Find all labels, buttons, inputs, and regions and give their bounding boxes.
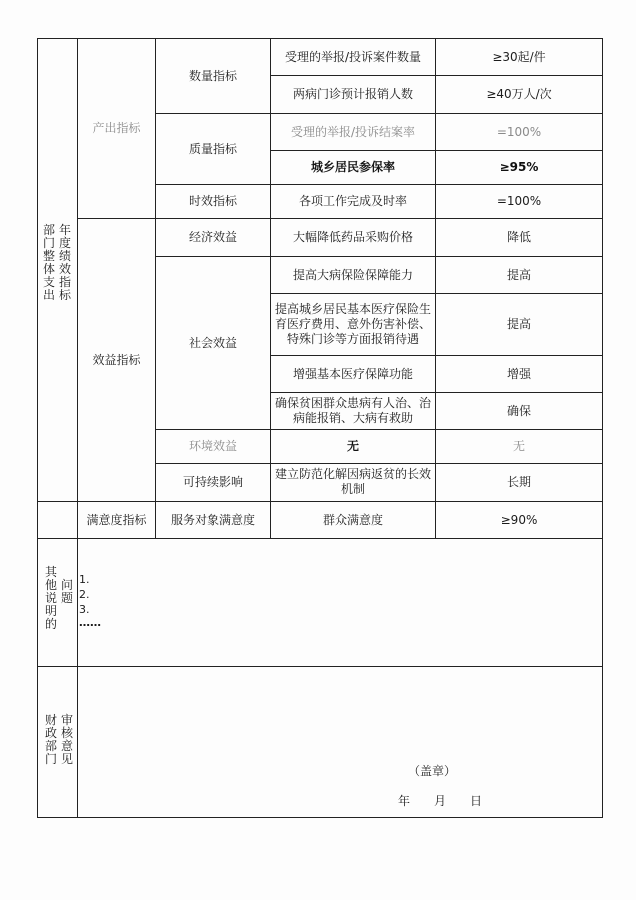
value-cell: ≥90% [500, 512, 538, 527]
list-item: …… [79, 616, 101, 629]
value-cell: 提高 [506, 267, 531, 282]
indicator-cell: 受理的举报/投诉案件数量 [284, 49, 422, 64]
value-cell: =100% [496, 194, 542, 208]
subgroup-quality: 质量指标 [188, 141, 237, 156]
section-label-annual-indicators: 年度绩效指标 [58, 223, 71, 302]
finance-review-label: 财政部门 [44, 713, 57, 766]
other-notes-label: 其他说明的 [44, 565, 57, 631]
value-cell: =100% [496, 124, 542, 139]
list-item: 1. [79, 573, 90, 586]
indicator-cell: 建立防范化解因病返贫的长效机制 [275, 467, 432, 496]
list-item: 2. [79, 588, 90, 601]
row-line [37, 538, 602, 539]
other-notes-label-issue: 问题 [60, 578, 73, 605]
indicator-cell: 增强基本医疗保障功能 [292, 366, 413, 381]
indicator-cell: 大幅降低药品采购价格 [292, 230, 413, 244]
value-cell: 确保 [506, 403, 531, 418]
value-cell: 无 [512, 439, 525, 453]
group-benefit: 效益指标 [92, 352, 141, 367]
value-cell: 增强 [506, 366, 531, 381]
section-label-dept-expenditure: 部门整体支出 [42, 223, 55, 302]
row-line [37, 666, 602, 667]
indicator-cell: 各项工作完成及时率 [298, 194, 407, 208]
value-cell: 降低 [506, 230, 531, 244]
indicator-cell: 无 [346, 439, 359, 453]
indicator-cell: 城乡居民参保率 [310, 160, 395, 174]
value-cell: ≥95% [499, 160, 539, 174]
indicator-cell: 提高城乡居民基本医疗保险生育医疗费用、意外伤害补偿、特殊门诊等方面报销待遇 [275, 301, 432, 346]
group-satisfaction: 满意度指标 [86, 512, 147, 527]
indicator-cell: 确保贫困群众患病有人治、治病能报销、大病有救助 [275, 395, 432, 425]
value-cell: 长期 [506, 475, 531, 489]
subgroup-service-satisfaction: 服务对象满意度 [170, 512, 255, 527]
indicator-cell: 提高大病保险保障能力 [292, 267, 413, 282]
subgroup-quantity: 数量指标 [188, 68, 237, 83]
table-left-border [37, 38, 38, 818]
list-item: 3. [79, 603, 90, 616]
indicator-cell: 两病门诊预计报销人数 [292, 87, 413, 101]
group-output: 产出指标 [92, 121, 141, 135]
subgroup-social: 社会效益 [188, 335, 237, 350]
table-bottom-border [37, 817, 602, 818]
subgroup-timeliness: 时效指标 [188, 194, 237, 208]
value-cell: ≥30起/件 [492, 49, 546, 64]
value-cell: ≥40万人/次 [486, 87, 552, 101]
table-right-border [602, 38, 603, 818]
indicator-cell: 受理的举报/投诉结案率 [290, 124, 416, 139]
finance-review-label-opinion: 审核意见 [60, 713, 73, 766]
indicator-cell: 群众满意度 [322, 512, 383, 527]
subgroup-environment: 环境效益 [188, 439, 237, 453]
subgroup-economic: 经济效益 [188, 230, 237, 244]
date-line: 年 月 日 [398, 794, 483, 808]
seal-label: （盖章） [408, 764, 457, 778]
value-cell: 提高 [506, 317, 531, 331]
subgroup-sustainable: 可持续影响 [182, 475, 243, 489]
